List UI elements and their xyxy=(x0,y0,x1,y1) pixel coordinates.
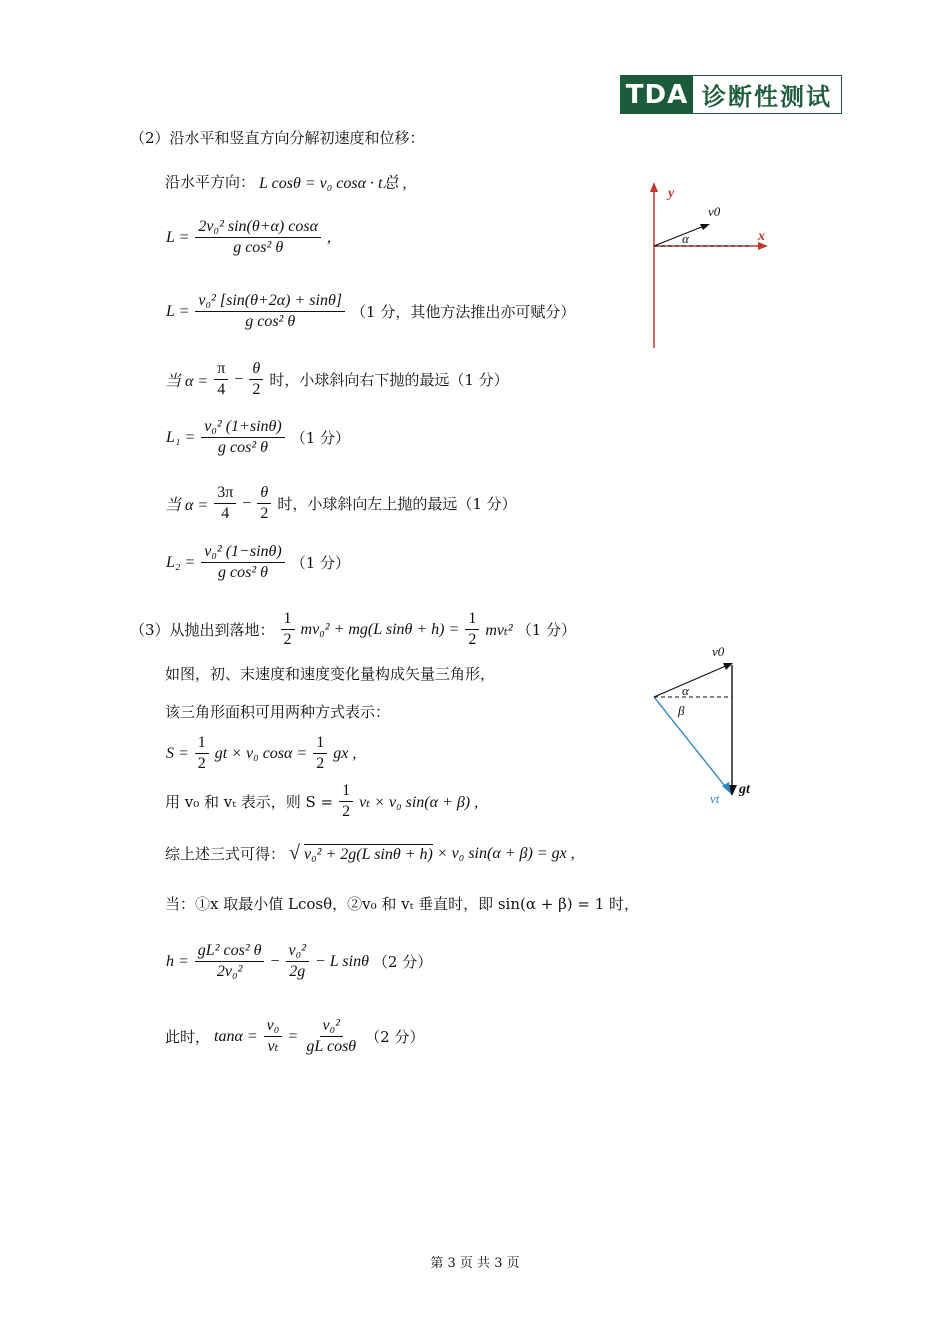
eq3-lhs: L = xyxy=(166,302,190,320)
x-label: x xyxy=(758,229,765,244)
vector-triangle-diagram xyxy=(640,640,770,810)
energy-note: （1 分） xyxy=(516,621,577,639)
area-frac1-num: 1 xyxy=(195,734,209,754)
h-frac2 xyxy=(286,942,309,981)
tan-f1-den: vₜ xyxy=(267,1038,279,1055)
alt-prefix: 用 v₀ 和 vₜ 表示，则 S = xyxy=(165,793,334,811)
tan-prefix: 此时， xyxy=(165,1028,211,1046)
part2-heading: （2）沿水平和竖直方向分解初速度和位移： xyxy=(130,129,425,147)
combine-tail: × v₀ sin(α + β) = gx , xyxy=(436,844,575,862)
tan-note: （2 分） xyxy=(365,1028,425,1046)
tan-f2-num: v₀² xyxy=(320,1017,343,1037)
sqrt-icon: √ xyxy=(289,842,300,864)
combine-prefix: 综上述三式可得： xyxy=(165,845,286,863)
y-axis-arrow-icon xyxy=(650,182,658,192)
L2-eq xyxy=(166,543,350,582)
eq3-den: g cos² θ xyxy=(245,313,296,330)
v0-side xyxy=(654,665,728,697)
h-minus: − xyxy=(270,952,280,970)
area-eq xyxy=(166,734,356,773)
tan-eq xyxy=(165,1017,424,1056)
energy-mid1: mv₀² + mg(L sinθ + h) = xyxy=(300,620,460,638)
tan-lhs: tanα = xyxy=(214,1027,258,1045)
case2-minus: − xyxy=(242,494,252,512)
L2-lhs: L₂ = xyxy=(166,553,196,571)
case2-frac2 xyxy=(257,484,271,523)
combine-eq xyxy=(165,842,575,865)
h-note: （2 分） xyxy=(372,953,433,971)
eq2-den: g cos² θ xyxy=(233,239,284,256)
h-lhs: h = xyxy=(166,952,189,970)
case1 xyxy=(165,360,509,399)
L1-den: g cos² θ xyxy=(218,439,268,456)
case2-frac1 xyxy=(214,484,236,523)
brand-tda: TDA xyxy=(621,76,693,113)
area-frac2-den: 2 xyxy=(316,755,325,772)
case1-frac2 xyxy=(249,360,263,399)
L2-note: （1 分） xyxy=(290,554,351,572)
beta-label: β xyxy=(678,703,685,718)
case1-frac1 xyxy=(214,360,228,399)
case1-f2-den: 2 xyxy=(252,381,261,398)
L2-num: v₀² (1−sinθ) xyxy=(201,543,284,563)
alpha-label: α xyxy=(682,231,689,246)
tan-f2-den: gL cosθ xyxy=(306,1038,357,1055)
h-tail: − L sinθ xyxy=(314,952,369,970)
gt-label: gt xyxy=(739,782,750,797)
case1-f1-num: π xyxy=(214,360,228,380)
eq1: L cosθ = v₀ cosα · t总 , xyxy=(259,175,407,192)
eq3-fraction xyxy=(195,292,345,331)
eq2-lhs: L = xyxy=(166,228,190,246)
tan-frac2 xyxy=(303,1017,359,1056)
energy-frac1-den: 2 xyxy=(283,631,292,648)
part3-line1: 如图，初、末速度和速度变化量构成矢量三角形， xyxy=(165,665,496,683)
y-label: y xyxy=(668,186,675,201)
L2-den: g cos² θ xyxy=(218,564,268,581)
case1-prefix: 当 α = xyxy=(165,373,209,390)
eq-horizontal xyxy=(165,170,406,193)
tan-f1-num: v₀ xyxy=(264,1017,283,1037)
area-frac2-num: 1 xyxy=(313,734,327,754)
energy-frac1 xyxy=(281,610,295,649)
v0-label: v0 xyxy=(708,204,721,219)
h-f2-num: v₀² xyxy=(286,942,309,962)
L1-fraction xyxy=(201,418,284,457)
L1-note: （1 分） xyxy=(290,429,351,447)
case2-f1-den: 4 xyxy=(221,505,230,522)
brand-title: 诊断性测试 xyxy=(702,83,832,111)
alt-frac-num: 1 xyxy=(339,782,353,802)
h-f1-num: gL² cos² θ xyxy=(195,942,265,962)
L1-num: v₀² (1+sinθ) xyxy=(201,418,284,438)
area-mid: gt × v₀ cosα = xyxy=(214,744,308,762)
h-f1-den: 2v₀² xyxy=(216,963,243,980)
vt-label: vt xyxy=(710,791,720,806)
eq3-num: v₀² [sin(θ+2α) + sinθ] xyxy=(195,292,345,312)
h-f2-den: 2g xyxy=(289,963,306,980)
eq2 xyxy=(166,218,331,257)
v0-vector xyxy=(654,226,704,246)
area-lhs: S = xyxy=(166,744,189,762)
alt-area-eq xyxy=(165,782,478,821)
energy-eq xyxy=(130,610,576,649)
case2-f2-den: 2 xyxy=(260,505,269,522)
L1-eq xyxy=(166,418,350,457)
eq3-note: （1 分，其他方法推出亦可赋分） xyxy=(351,303,576,321)
eq2-num: 2v₀² sin(θ+α) cosα xyxy=(195,218,321,238)
case2-f1-num: 3π xyxy=(214,484,236,504)
case1-f1-den: 4 xyxy=(217,381,226,398)
case1-suffix: 时，小球斜向右下抛的最远（1 分） xyxy=(269,371,509,389)
L2-fraction xyxy=(201,543,284,582)
combine-sqrt: v₀² + 2g(L sinθ + h) xyxy=(304,845,433,863)
energy-frac1-num: 1 xyxy=(281,610,295,630)
energy-frac2-num: 1 xyxy=(465,610,479,630)
case1-minus: − xyxy=(234,370,244,388)
alt-frac-den: 2 xyxy=(342,803,351,820)
alt-frac xyxy=(339,782,353,821)
eq2-fraction xyxy=(195,218,321,257)
alt-tail: vₜ × v₀ sin(α + β) , xyxy=(359,793,479,811)
case2-f2-num: θ xyxy=(257,484,271,504)
h-frac1 xyxy=(195,942,265,981)
energy-mid2: mvₜ² xyxy=(485,621,513,639)
area-frac1 xyxy=(195,734,209,773)
energy-frac2 xyxy=(465,610,479,649)
eq3 xyxy=(166,292,575,331)
L1-lhs: L₁ = xyxy=(166,428,196,446)
case1-f2-num: θ xyxy=(249,360,263,380)
part3-heading: （3）从抛出到落地： xyxy=(130,621,275,639)
axes-diagram xyxy=(640,180,780,355)
v0-label: v0 xyxy=(712,644,725,659)
case2-prefix: 当 α = xyxy=(165,497,209,514)
v0-arrow-icon xyxy=(700,224,710,230)
energy-frac2-den: 2 xyxy=(468,631,477,648)
part3-line2: 该三角形面积可用两种方式表示： xyxy=(165,703,391,721)
area-tail: gx , xyxy=(333,744,357,762)
tan-frac1 xyxy=(264,1017,283,1056)
tan-eq-sign: = xyxy=(288,1027,298,1045)
alpha-label: α xyxy=(682,683,689,698)
case2-suffix: 时，小球斜向左上抛的最远（1 分） xyxy=(277,495,517,513)
eq2-tail: , xyxy=(326,228,331,246)
brand-logo xyxy=(620,75,842,114)
condition-line: 当：①x 取最小值 Lcosθ，②v₀ 和 vₜ 垂直时，即 sin(α + β) = 1 时， xyxy=(165,895,640,913)
h-eq xyxy=(166,942,432,981)
area-frac1-den: 2 xyxy=(197,755,206,772)
page-footer: 第 3 页 共 3 页 xyxy=(430,1256,520,1271)
vt-side xyxy=(654,697,728,790)
area-frac2 xyxy=(313,734,327,773)
horizontal-label: 沿水平方向： xyxy=(165,173,256,191)
case2 xyxy=(165,484,517,523)
